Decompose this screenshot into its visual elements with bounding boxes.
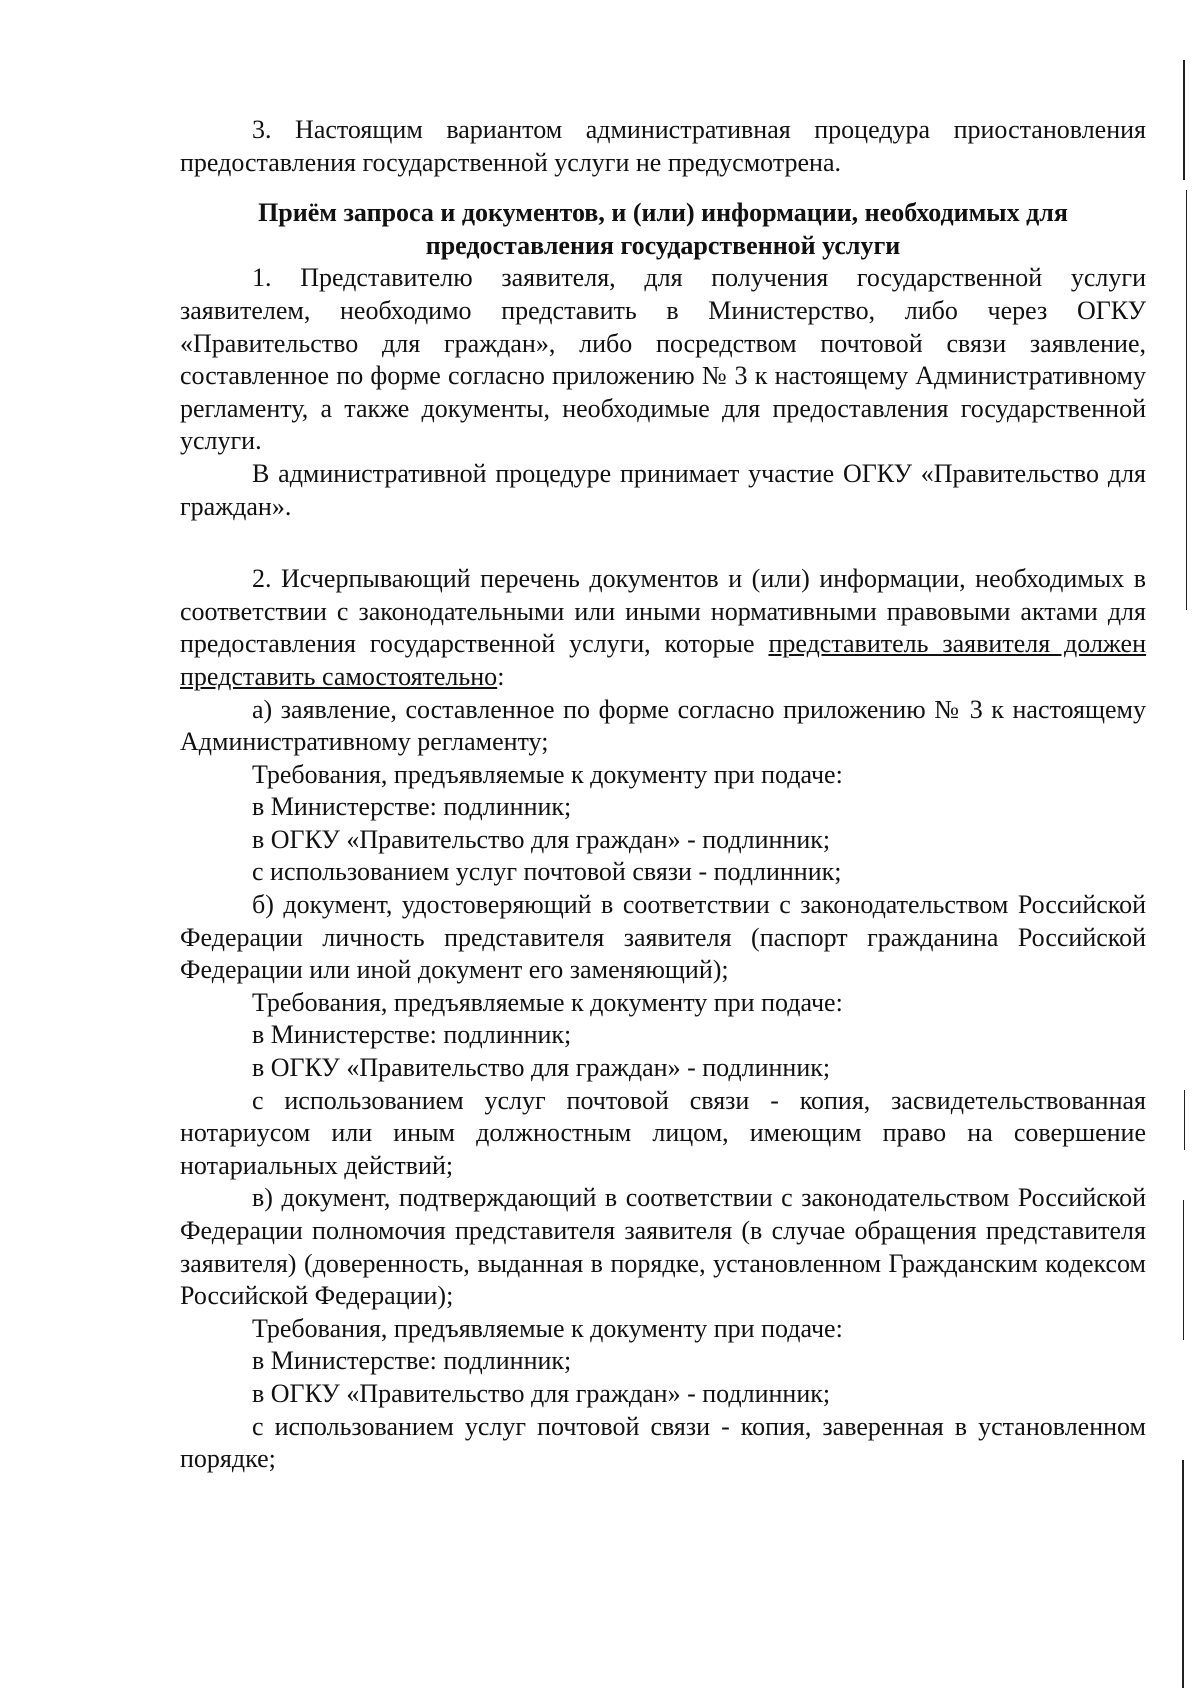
requirement-c-post: с использованием услуг почтовой связи - копия, заверенная в установленном порядке; — [180, 1411, 1146, 1474]
paragraph-variant-suspension: 3. Настоящим вариантом административная процедура приостановления предоставления государственной услуги не предусмотрена. — [180, 115, 1146, 177]
requirement-c-ogku: в ОГКУ «Правительство для граждан» - подлинник; — [252, 1378, 831, 1408]
requirement-b-post: с использованием услуг почтовой связи - копия, засвидетельствованная нотариусом или иным должностным лицом, имеющим право на совершение нотариальных действий; — [180, 1085, 1146, 1180]
paragraph-document-list — [180, 563, 1146, 693]
scan-edge-line — [1186, 190, 1187, 610]
requirement-c-ministry: в Министерстве: подлинник; — [252, 1346, 572, 1376]
requirement-a-ministry: в Министерстве: подлинник; — [252, 792, 572, 822]
document-list-end: : — [497, 661, 505, 691]
document-page — [180, 114, 1146, 1476]
requirement-a-ogku: в ОГКУ «Правительство для граждан» - подлинник; — [252, 824, 831, 854]
paragraph-gap — [180, 523, 1146, 563]
paragraph-representative-submission: 1. Представителю заявителя, для получения государственной услуги заявителем, необходимо представить в Министерство, либо через ОГКУ «Правительство для граждан», либо посредством почтовой связи заявление, составленное по форме согласно приложению № 3 к настоящему Административному регламенту, а также документы, необходимые для предоставления государственной услуги. — [180, 263, 1146, 456]
requirement-a-post: с использованием услуг почтовой связи - подлинник; — [252, 857, 842, 887]
requirements-title-c: Требования, предъявляемые к документу при подаче: — [252, 1313, 843, 1343]
scan-edge-line — [1183, 60, 1185, 180]
document-list-underlined: представитель заявителя должен представить самостоятельно — [180, 629, 1146, 691]
document-list-intro: 2. Исчерпывающий перечень документов и (или) информации, необходимых в соответствии с законодательными или иными нормативными правовыми актами для предоставления государственной услуги, которые — [180, 564, 1146, 659]
requirements-title-b: Требования, предъявляемые к документу при подаче: — [252, 987, 843, 1017]
list-item-c: в) документ, подтверждающий в соответствии с законодательством Российской Федерации полномочия представителя заявителя (в случае обращения представителя заявителя) (доверенность, выданная в порядке, установленном Гражданским кодексом Российской Федерации); — [180, 1183, 1146, 1311]
requirement-b-ogku: в ОГКУ «Правительство для граждан» - подлинник; — [252, 1053, 831, 1083]
scan-edge-line — [1184, 1090, 1185, 1150]
scan-edge-line — [1183, 1200, 1184, 1340]
paragraph-participation: В административной процедуре принимает участие ОГКУ «Правительство для граждан». — [180, 458, 1146, 521]
requirements-title-a: Требования, предъявляемые к документу при подаче: — [252, 759, 843, 789]
scan-edge-line — [1182, 1460, 1184, 1688]
list-item-a: а) заявление, составленное по форме согласно приложению № 3 к настоящему Административному регламенту; — [180, 694, 1146, 757]
requirement-b-ministry: в Министерстве: подлинник; — [252, 1020, 572, 1050]
list-item-b: б) документ, удостоверяющий в соответствии с законодательством Российской Федерации личность представителя заявителя (паспорт гражданина Российской Федерации или иной документ его заменяющий); — [180, 890, 1146, 985]
section-heading: Приём запроса и документов, и (или) информации, необходимых для предоставления государственной услуги — [258, 198, 1068, 260]
